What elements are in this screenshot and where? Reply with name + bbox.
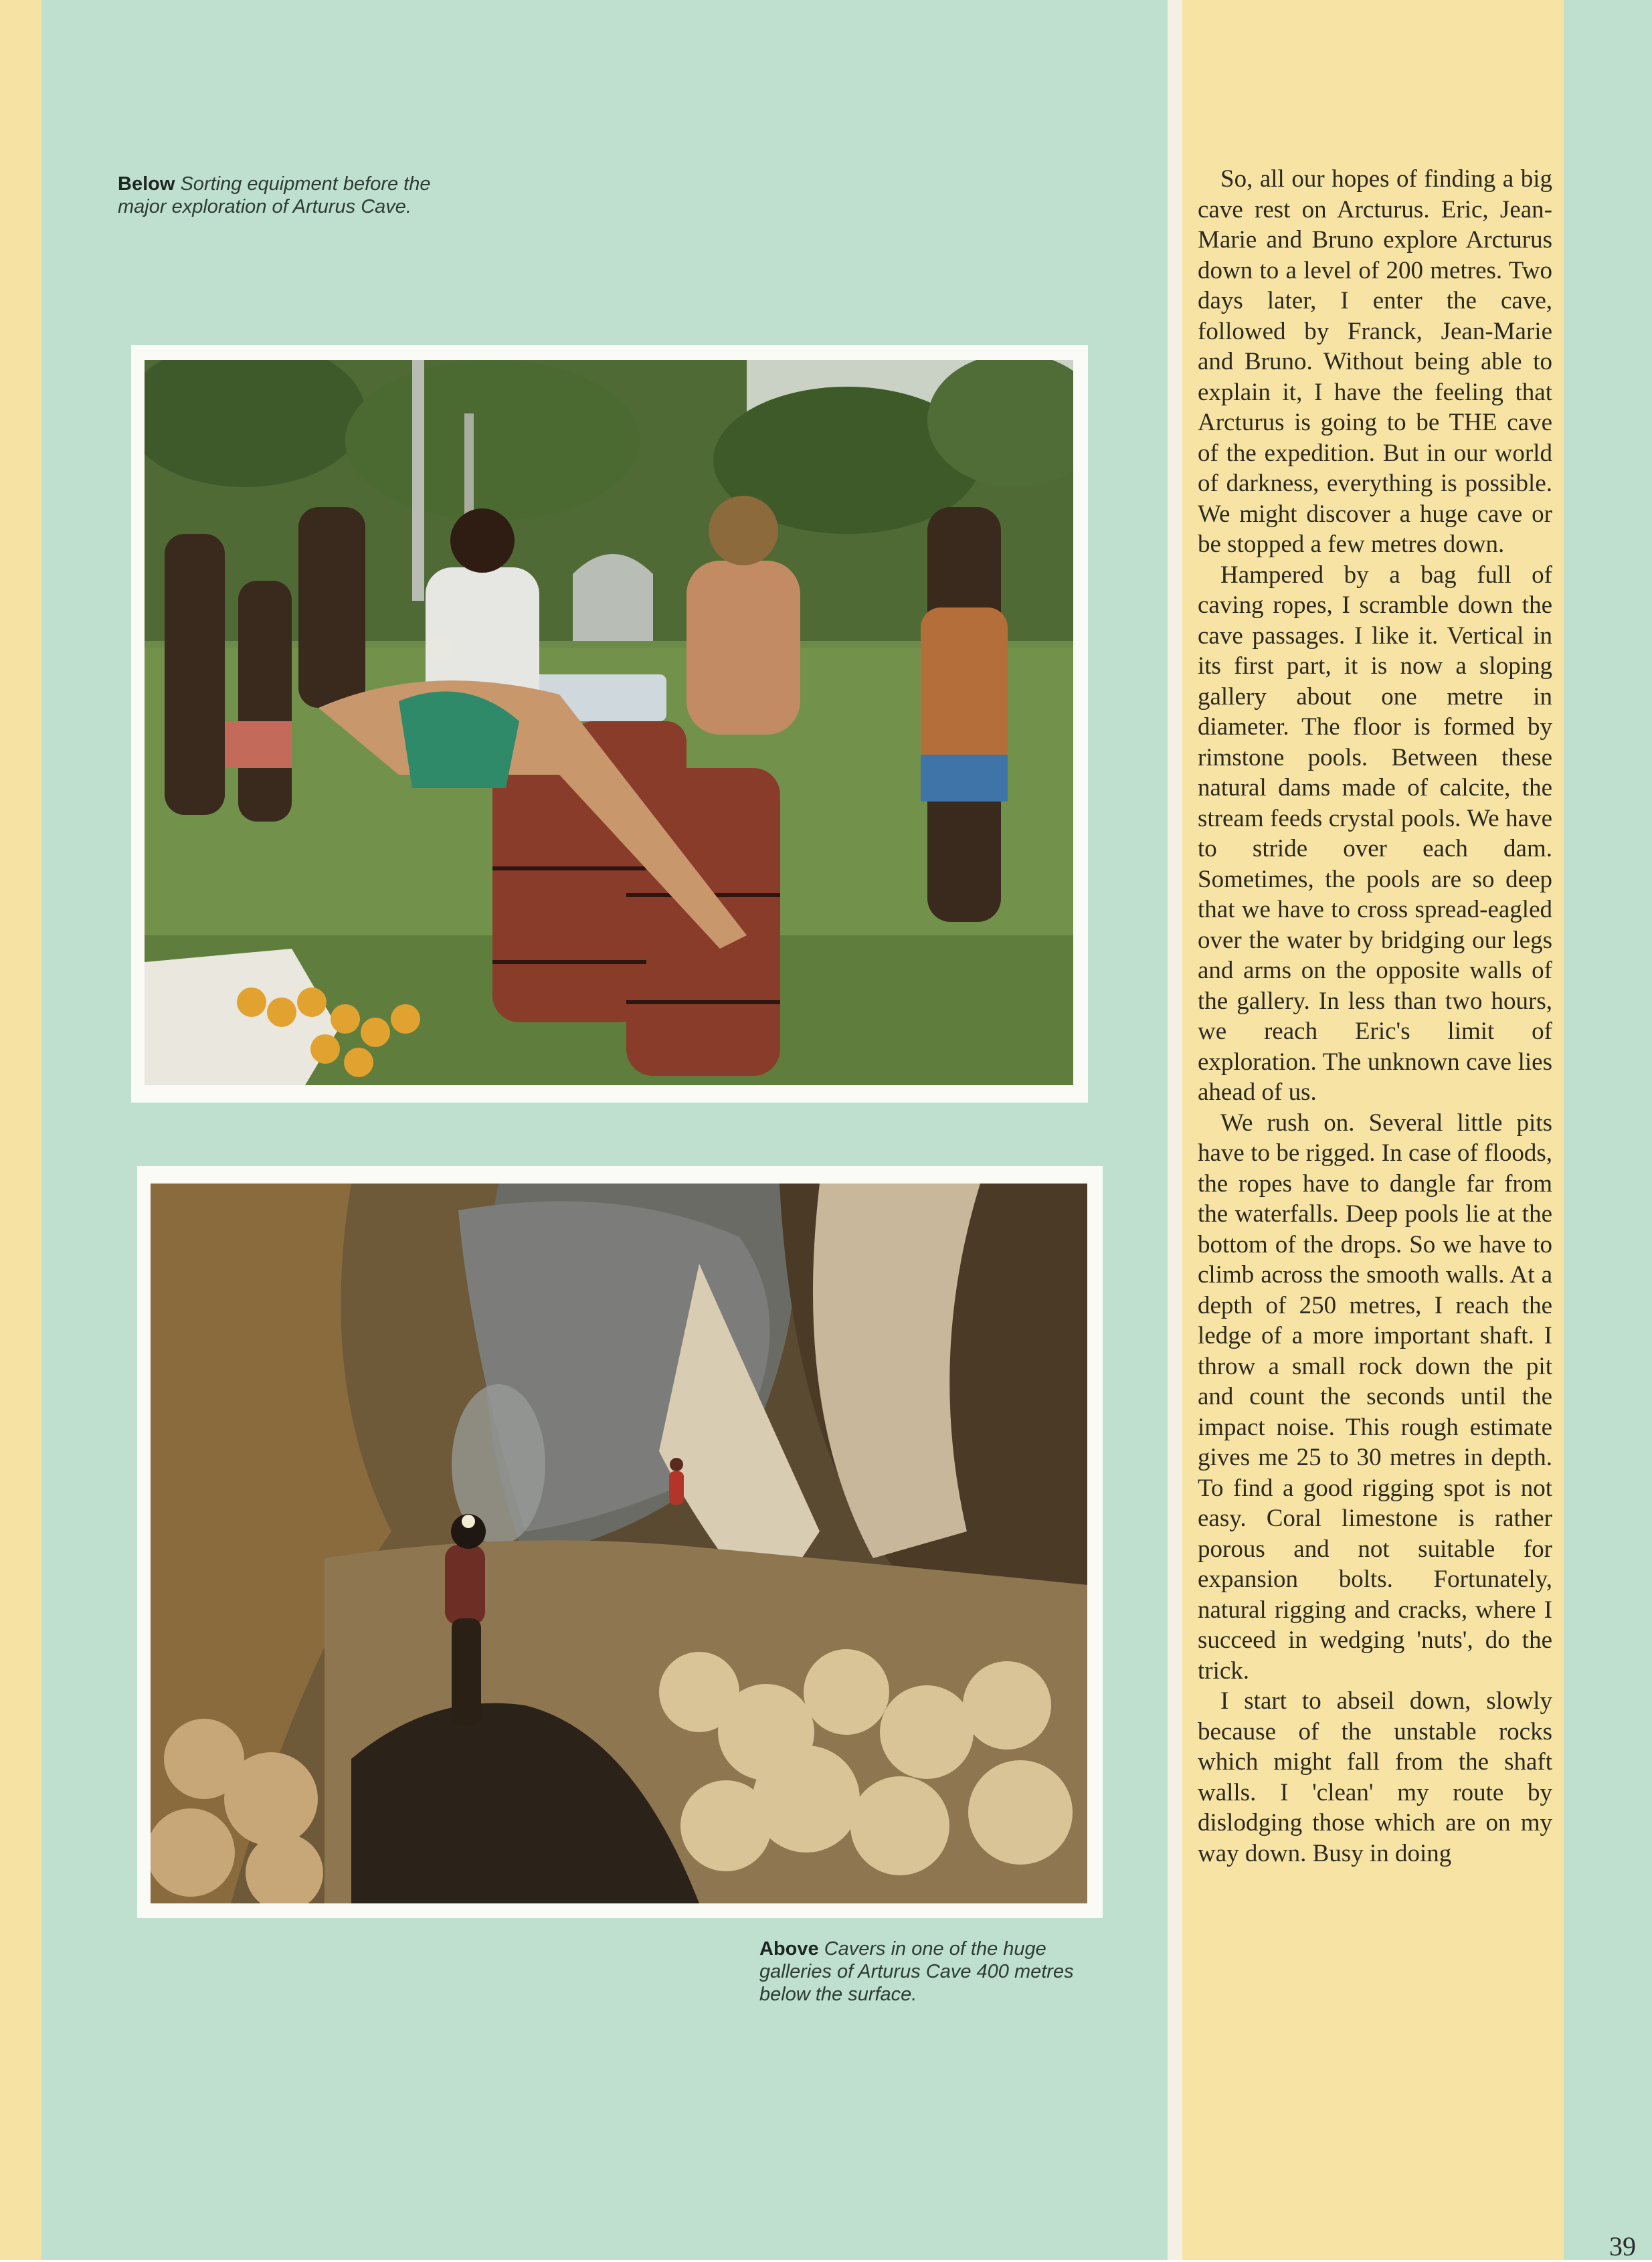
photo-sorting-equipment <box>145 360 1073 1085</box>
photo-equipment-frame <box>131 345 1088 1103</box>
article-paragraph: Hampered by a bag full of caving ropes, I scramble down the cave passages. I like it. Vertical in its first part, it is now a sloping gallery about one metre in diameter. The floor is formed by rimstone pools. Between these natural dams made of calcite, the stream feeds crystal pools. We have to stride over each dam. Sometimes, the pools are so deep that we have to cross spread-eagled over the water by bridging our legs and arms on the opposite walls of the gallery. In less than two hours, we reach Eric's limit of exploration. The unknown cave lies ahead of us. <box>1198 561 1552 1106</box>
photo-cave-gallery <box>151 1184 1087 1903</box>
caption-above-text: Cavers in one of the huge galleries of Arturus Cave 400 metres below the surface. <box>759 1938 1074 2005</box>
main-mint-panel <box>41 0 1168 2260</box>
caption-above <box>759 1938 1107 2006</box>
photo-gallery-frame <box>137 1166 1103 1918</box>
right-mint-strip <box>1564 0 1652 2260</box>
caption-below-text: Sorting equipment before the major exploration of Arturus Cave. <box>118 173 431 217</box>
article-paragraph: We rush on. Several little pits have to be rigged. In case of floods, the ropes have to dangle far from the waterfalls. Deep pools lie at the bottom of the drops. So we have to climb across the smooth walls. At a depth of 250 metres, I reach the ledge of a more important shaft. I throw a small rock down the pit and count the seconds until the impact noise. This rough estimate gives me 25 to 30 metres in depth. To find a good rigging spot is not easy. Coral limestone is rather porous and not suitable for expansion bolts. Fortunately, natural rigging and cracks, where I succeed in wedging 'nuts', do the trick. <box>1198 1109 1552 1685</box>
caption-below-label: Below <box>118 173 175 195</box>
article-paragraph: So, all our hopes of finding a big cave rest on Arcturus. Eric, Jean-Marie and Bruno explore Arcturus down to a level of 200 metres. Two days later, I enter the cave, followed by Franck, Jean-Marie and Bruno. Without being able to explain it, I have the feeling that Arcturus is going to be THE cave of the expedition. But in our world of darkness, everything is possible. We might discover a huge cave or be stopped a few metres down. <box>1198 165 1552 558</box>
article-paragraph: I start to abseil down, slowly because of the unstable rocks which might fall from the shaft walls. I 'clean' my route by dislodging those which are on my way down. Busy in doing <box>1198 1687 1552 1867</box>
article-body <box>1198 164 1552 1869</box>
caption-above-label: Above <box>759 1938 819 1960</box>
caption-below <box>118 173 466 218</box>
left-yellow-strip <box>0 0 41 2260</box>
column-divider <box>1168 0 1182 2260</box>
page-number: 39 <box>1609 2231 1636 2261</box>
